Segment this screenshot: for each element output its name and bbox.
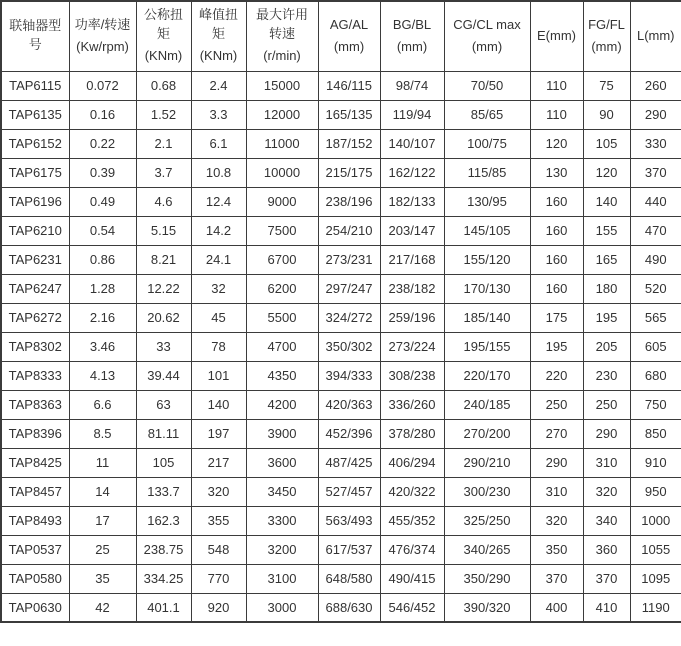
value-cell: 950 (630, 477, 681, 506)
value-cell: 452/396 (318, 419, 380, 448)
value-cell: 290 (530, 448, 583, 477)
value-cell: 420/363 (318, 390, 380, 419)
value-cell: 98/74 (380, 71, 444, 100)
column-header-title: 联轴器型号 (9, 18, 62, 53)
column-header-8 (444, 1, 530, 71)
value-cell: 350 (530, 535, 583, 564)
model-cell: TAP0630 (1, 593, 69, 622)
value-cell: 3900 (246, 419, 318, 448)
value-cell: 290 (630, 100, 681, 129)
value-cell: 1190 (630, 593, 681, 622)
value-cell: 324/272 (318, 303, 380, 332)
value-cell: 401.1 (136, 593, 191, 622)
value-cell: 340 (583, 506, 630, 535)
value-cell: 360 (583, 535, 630, 564)
column-header-unit: (mm) (333, 38, 365, 54)
value-cell: 1000 (630, 506, 681, 535)
value-cell: 33 (136, 332, 191, 361)
model-cell: TAP6175 (1, 158, 69, 187)
value-cell: 920 (191, 593, 246, 622)
value-cell: 355 (191, 506, 246, 535)
value-cell: 105 (136, 448, 191, 477)
value-cell: 0.39 (69, 158, 136, 187)
value-cell: 406/294 (380, 448, 444, 477)
model-cell: TAP6115 (1, 71, 69, 100)
value-cell: 133.7 (136, 477, 191, 506)
value-cell: 390/320 (444, 593, 530, 622)
table-row-TAP6231 (1, 245, 681, 274)
table-row-TAP6210 (1, 216, 681, 245)
value-cell: 11 (69, 448, 136, 477)
model-cell: TAP6152 (1, 129, 69, 158)
value-cell: 180 (583, 274, 630, 303)
value-cell: 187/152 (318, 129, 380, 158)
value-cell: 370 (530, 564, 583, 593)
value-cell: 8.21 (136, 245, 191, 274)
column-header-9 (530, 1, 583, 71)
model-cell: TAP8493 (1, 506, 69, 535)
value-cell: 310 (583, 448, 630, 477)
value-cell: 565 (630, 303, 681, 332)
value-cell: 490 (630, 245, 681, 274)
value-cell: 24.1 (191, 245, 246, 274)
value-cell: 100/75 (444, 129, 530, 158)
value-cell: 238.75 (136, 535, 191, 564)
value-cell: 140/107 (380, 129, 444, 158)
column-header-unit: (KNm) (144, 48, 183, 64)
value-cell: 0.54 (69, 216, 136, 245)
value-cell: 320 (530, 506, 583, 535)
model-cell: TAP0580 (1, 564, 69, 593)
value-cell: 490/415 (380, 564, 444, 593)
value-cell: 78 (191, 332, 246, 361)
value-cell: 6.1 (191, 129, 246, 158)
model-cell: TAP6135 (1, 100, 69, 129)
value-cell: 0.072 (69, 71, 136, 100)
column-header-7 (380, 1, 444, 71)
table-row-TAP8457 (1, 477, 681, 506)
value-cell: 5.15 (136, 216, 191, 245)
value-cell: 63 (136, 390, 191, 419)
value-cell: 220 (530, 361, 583, 390)
column-header-5 (246, 1, 318, 71)
value-cell: 2.16 (69, 303, 136, 332)
value-cell: 17 (69, 506, 136, 535)
value-cell: 32 (191, 274, 246, 303)
value-cell: 617/537 (318, 535, 380, 564)
value-cell: 340/265 (444, 535, 530, 564)
value-cell: 140 (191, 390, 246, 419)
table-row-TAP6196 (1, 187, 681, 216)
value-cell: 548 (191, 535, 246, 564)
value-cell: 10.8 (191, 158, 246, 187)
value-cell: 81.11 (136, 419, 191, 448)
table-row-TAP8363 (1, 390, 681, 419)
value-cell: 770 (191, 564, 246, 593)
value-cell: 4.6 (136, 187, 191, 216)
value-cell: 162.3 (136, 506, 191, 535)
value-cell: 165 (583, 245, 630, 274)
value-cell: 370 (583, 564, 630, 593)
value-cell: 6.6 (69, 390, 136, 419)
value-cell: 259/196 (380, 303, 444, 332)
value-cell: 197 (191, 419, 246, 448)
value-cell: 3000 (246, 593, 318, 622)
value-cell: 5500 (246, 303, 318, 332)
table-row-TAP6115 (1, 71, 681, 100)
value-cell: 162/122 (380, 158, 444, 187)
model-cell: TAP8396 (1, 419, 69, 448)
value-cell: 527/457 (318, 477, 380, 506)
value-cell: 12.22 (136, 274, 191, 303)
value-cell: 273/231 (318, 245, 380, 274)
value-cell: 420/322 (380, 477, 444, 506)
value-cell: 3200 (246, 535, 318, 564)
value-cell: 90 (583, 100, 630, 129)
value-cell: 230 (583, 361, 630, 390)
model-cell: TAP6231 (1, 245, 69, 274)
value-cell: 250 (583, 390, 630, 419)
value-cell: 325/250 (444, 506, 530, 535)
value-cell: 130/95 (444, 187, 530, 216)
value-cell: 910 (630, 448, 681, 477)
value-cell: 260 (630, 71, 681, 100)
table-row-TAP8333 (1, 361, 681, 390)
value-cell: 290/210 (444, 448, 530, 477)
column-header-unit: (KNm) (199, 48, 238, 64)
value-cell: 39.44 (136, 361, 191, 390)
column-header-title: 峰值扭矩 (198, 7, 238, 42)
value-cell: 3300 (246, 506, 318, 535)
value-cell: 25 (69, 535, 136, 564)
value-cell: 160 (530, 274, 583, 303)
value-cell: 45 (191, 303, 246, 332)
value-cell: 203/147 (380, 216, 444, 245)
value-cell: 160 (530, 245, 583, 274)
value-cell: 238/196 (318, 187, 380, 216)
value-cell: 9000 (246, 187, 318, 216)
column-header-title: E(mm) (537, 27, 576, 43)
value-cell: 205 (583, 332, 630, 361)
value-cell: 1095 (630, 564, 681, 593)
value-cell: 2.4 (191, 71, 246, 100)
value-cell: 3100 (246, 564, 318, 593)
table-row-TAP0580 (1, 564, 681, 593)
table-row-TAP8396 (1, 419, 681, 448)
value-cell: 6200 (246, 274, 318, 303)
table-row-TAP6272 (1, 303, 681, 332)
table-row-TAP6175 (1, 158, 681, 187)
value-cell: 330 (630, 129, 681, 158)
column-header-1 (1, 1, 69, 71)
value-cell: 35 (69, 564, 136, 593)
value-cell: 1055 (630, 535, 681, 564)
value-cell: 370 (630, 158, 681, 187)
value-cell: 119/94 (380, 100, 444, 129)
model-cell: TAP6247 (1, 274, 69, 303)
value-cell: 145/105 (444, 216, 530, 245)
value-cell: 10000 (246, 158, 318, 187)
value-cell: 155 (583, 216, 630, 245)
model-cell: TAP8333 (1, 361, 69, 390)
value-cell: 12.4 (191, 187, 246, 216)
value-cell: 850 (630, 419, 681, 448)
value-cell: 4350 (246, 361, 318, 390)
value-cell: 240/185 (444, 390, 530, 419)
value-cell: 185/140 (444, 303, 530, 332)
value-cell: 140 (583, 187, 630, 216)
column-header-unit: (Kw/rpm) (76, 38, 129, 54)
value-cell: 563/493 (318, 506, 380, 535)
column-header-title: 功率/转速 (74, 16, 131, 32)
value-cell: 297/247 (318, 274, 380, 303)
model-cell: TAP8457 (1, 477, 69, 506)
value-cell: 14 (69, 477, 136, 506)
value-cell: 3450 (246, 477, 318, 506)
value-cell: 215/175 (318, 158, 380, 187)
value-cell: 0.16 (69, 100, 136, 129)
value-cell: 308/238 (380, 361, 444, 390)
value-cell: 160 (530, 216, 583, 245)
model-cell: TAP8363 (1, 390, 69, 419)
value-cell: 0.86 (69, 245, 136, 274)
value-cell: 3600 (246, 448, 318, 477)
table-row-TAP0537 (1, 535, 681, 564)
value-cell: 0.49 (69, 187, 136, 216)
value-cell: 165/135 (318, 100, 380, 129)
value-cell: 487/425 (318, 448, 380, 477)
value-cell: 310 (530, 477, 583, 506)
column-header-10 (583, 1, 630, 71)
value-cell: 680 (630, 361, 681, 390)
value-cell: 238/182 (380, 274, 444, 303)
table-row-TAP8302 (1, 332, 681, 361)
value-cell: 336/260 (380, 390, 444, 419)
value-cell: 290 (583, 419, 630, 448)
column-header-title: AG/AL (329, 16, 369, 32)
value-cell: 455/352 (380, 506, 444, 535)
value-cell: 195/155 (444, 332, 530, 361)
value-cell: 440 (630, 187, 681, 216)
value-cell: 195 (583, 303, 630, 332)
value-cell: 70/50 (444, 71, 530, 100)
value-cell: 8.5 (69, 419, 136, 448)
value-cell: 394/333 (318, 361, 380, 390)
column-header-unit: (mm) (396, 38, 428, 54)
value-cell: 250 (530, 390, 583, 419)
value-cell: 476/374 (380, 535, 444, 564)
value-cell: 300/230 (444, 477, 530, 506)
value-cell: 105 (583, 129, 630, 158)
value-cell: 4.13 (69, 361, 136, 390)
value-cell: 155/120 (444, 245, 530, 274)
column-header-3 (136, 1, 191, 71)
model-cell: TAP8425 (1, 448, 69, 477)
column-header-title: BG/BL (392, 16, 432, 32)
value-cell: 400 (530, 593, 583, 622)
column-header-unit: (mm) (591, 38, 622, 54)
value-cell: 110 (530, 100, 583, 129)
column-header-4 (191, 1, 246, 71)
value-cell: 350/290 (444, 564, 530, 593)
column-header-unit: (mm) (471, 38, 503, 54)
column-header-11 (630, 1, 681, 71)
value-cell: 42 (69, 593, 136, 622)
value-cell: 182/133 (380, 187, 444, 216)
model-cell: TAP6196 (1, 187, 69, 216)
column-header-title: CG/CL max (453, 16, 521, 32)
value-cell: 4700 (246, 332, 318, 361)
value-cell: 410 (583, 593, 630, 622)
model-cell: TAP6210 (1, 216, 69, 245)
value-cell: 270 (530, 419, 583, 448)
value-cell: 1.52 (136, 100, 191, 129)
column-header-unit: (r/min) (263, 48, 301, 64)
value-cell: 20.62 (136, 303, 191, 332)
table-row-TAP8425 (1, 448, 681, 477)
value-cell: 101 (191, 361, 246, 390)
value-cell: 7500 (246, 216, 318, 245)
value-cell: 14.2 (191, 216, 246, 245)
value-cell: 320 (583, 477, 630, 506)
value-cell: 217 (191, 448, 246, 477)
value-cell: 75 (583, 71, 630, 100)
value-cell: 115/85 (444, 158, 530, 187)
model-cell: TAP8302 (1, 332, 69, 361)
model-cell: TAP6272 (1, 303, 69, 332)
value-cell: 470 (630, 216, 681, 245)
value-cell: 4200 (246, 390, 318, 419)
value-cell: 320 (191, 477, 246, 506)
value-cell: 648/580 (318, 564, 380, 593)
column-header-6 (318, 1, 380, 71)
value-cell: 688/630 (318, 593, 380, 622)
value-cell: 3.3 (191, 100, 246, 129)
value-cell: 254/210 (318, 216, 380, 245)
value-cell: 378/280 (380, 419, 444, 448)
value-cell: 11000 (246, 129, 318, 158)
value-cell: 146/115 (318, 71, 380, 100)
value-cell: 170/130 (444, 274, 530, 303)
table-row-TAP8493 (1, 506, 681, 535)
value-cell: 0.22 (69, 129, 136, 158)
value-cell: 3.7 (136, 158, 191, 187)
value-cell: 120 (530, 129, 583, 158)
column-header-title: 最大许用转速 (255, 7, 308, 42)
column-header-title: L(mm) (636, 27, 675, 43)
value-cell: 605 (630, 332, 681, 361)
value-cell: 12000 (246, 100, 318, 129)
column-header-2 (69, 1, 136, 71)
header-row (1, 1, 681, 71)
value-cell: 120 (583, 158, 630, 187)
value-cell: 273/224 (380, 332, 444, 361)
table-row-TAP6152 (1, 129, 681, 158)
table-row-TAP6135 (1, 100, 681, 129)
value-cell: 195 (530, 332, 583, 361)
value-cell: 6700 (246, 245, 318, 274)
value-cell: 546/452 (380, 593, 444, 622)
value-cell: 130 (530, 158, 583, 187)
value-cell: 334.25 (136, 564, 191, 593)
value-cell: 110 (530, 71, 583, 100)
value-cell: 750 (630, 390, 681, 419)
value-cell: 160 (530, 187, 583, 216)
value-cell: 520 (630, 274, 681, 303)
value-cell: 350/302 (318, 332, 380, 361)
value-cell: 1.28 (69, 274, 136, 303)
value-cell: 15000 (246, 71, 318, 100)
column-header-title: 公称扭矩 (143, 7, 183, 42)
table-row-TAP0630 (1, 593, 681, 622)
value-cell: 85/65 (444, 100, 530, 129)
value-cell: 0.68 (136, 71, 191, 100)
column-header-title: FG/FL (588, 16, 625, 32)
value-cell: 220/170 (444, 361, 530, 390)
value-cell: 3.46 (69, 332, 136, 361)
table-row-TAP6247 (1, 274, 681, 303)
value-cell: 270/200 (444, 419, 530, 448)
value-cell: 175 (530, 303, 583, 332)
model-cell: TAP0537 (1, 535, 69, 564)
value-cell: 217/168 (380, 245, 444, 274)
value-cell: 2.1 (136, 129, 191, 158)
